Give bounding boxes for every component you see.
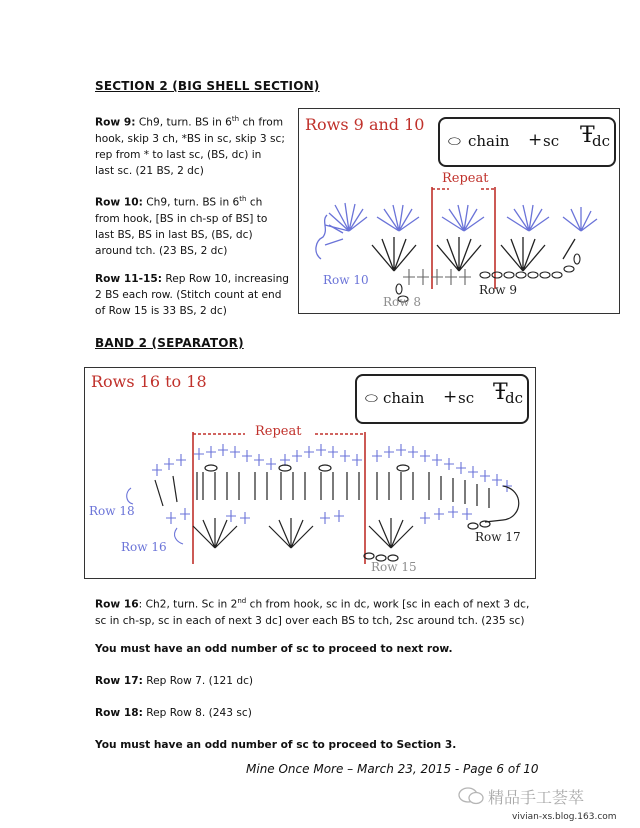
wechat-icon xyxy=(458,786,484,806)
row10-line1b: ch xyxy=(246,196,263,209)
row10-line4: around tch. (23 BS, 2 dc) xyxy=(95,244,228,257)
row9-sup: th xyxy=(231,115,240,123)
row18-text: Rep Row 8. (243 sc) xyxy=(142,707,252,719)
chart2-row18-label: Row 18 xyxy=(89,504,135,518)
dc-legend-icon-2: Ŧ xyxy=(493,380,508,405)
row9-line2: hook, skip 3 ch, *BS in sc, skip 3 sc; xyxy=(95,132,285,145)
row17-text: Rep Row 7. (121 dc) xyxy=(142,675,254,687)
row18-sc xyxy=(152,444,512,492)
row9-line1b: ch from xyxy=(239,116,284,129)
repeat-bracket xyxy=(432,187,495,289)
row10-line2: from hook, [BS in ch-sp of BS] to xyxy=(95,212,268,225)
row16-line1: : Ch2, turn. Sc in 2 xyxy=(138,598,238,611)
chart2-title: Rows 16 to 18 xyxy=(91,372,207,391)
chart2-row16-label: Row 16 xyxy=(121,540,167,554)
row9-line1: Ch9, turn. BS in 6 xyxy=(138,116,232,129)
legend-chain-label-2: chain xyxy=(383,389,425,407)
row11-15-label: Row 11-15: xyxy=(95,273,163,285)
sc-legend-icon-2: + xyxy=(443,387,458,407)
chart2-legend xyxy=(355,374,529,424)
row16-line1b: ch from hook, sc in dc, work [sc in each of next 3 dc, xyxy=(246,598,530,611)
row9-label: Row 9: xyxy=(95,116,136,129)
row9-instructions xyxy=(95,111,305,179)
row10-instructions xyxy=(95,191,305,259)
row18-label: Row 18: xyxy=(95,707,143,719)
odd-note-1: You must have an odd number of sc to proceed to next row. xyxy=(95,643,453,655)
row11-15-instructions xyxy=(95,271,305,319)
row10-sup: th xyxy=(239,195,247,203)
row10-line1: Ch9, turn. BS in 6 xyxy=(146,196,240,209)
row16-instructions xyxy=(95,593,615,629)
sc-legend-icon: + xyxy=(528,130,543,150)
row9-shells xyxy=(372,237,575,271)
chain-legend-icon: ⬭ xyxy=(448,132,461,150)
dc-legend-icon: Ŧ xyxy=(580,123,595,148)
row11-15-line2: 2 BS each row. (Stitch count at end xyxy=(95,289,282,301)
page-footer: Mine Once More – March 23, 2015 - Page 6 of 10 xyxy=(246,762,539,776)
legend-sc-label: sc xyxy=(543,132,560,150)
row11-15-line3: of Row 15 is 33 BS, 2 dc) xyxy=(95,305,227,317)
row10-line3: last BS, BS in last BS, (BS, dc) xyxy=(95,228,253,241)
row18-instructions xyxy=(95,705,252,721)
chart1-legend xyxy=(438,117,616,167)
legend-chain-label: chain xyxy=(468,132,510,150)
row11-15-line1: Rep Row 10, increasing xyxy=(162,273,290,285)
row17-instructions xyxy=(95,673,253,689)
row10-label: Row 10: xyxy=(95,196,143,209)
row9-line4: last sc. (21 BS, 2 dc) xyxy=(95,164,204,177)
chain-legend-icon-2: ⬭ xyxy=(365,389,378,407)
chart1-row10-label: Row 10 xyxy=(323,273,369,287)
row17-dc xyxy=(155,465,519,529)
chart1-row8-label: Row 8 xyxy=(383,295,421,309)
chart1-repeat-label: Repeat xyxy=(442,171,489,186)
odd-note-2: You must have an odd number of sc to proceed to Section 3. xyxy=(95,739,457,751)
row16-sup: nd xyxy=(237,597,247,605)
chart2-repeat-label: Repeat xyxy=(255,424,302,439)
legend-dc-label-2: dc xyxy=(505,389,524,407)
row9-line3: rep from * to last sc, (BS, dc) in xyxy=(95,148,262,161)
row17-label: Row 17: xyxy=(95,675,143,687)
watermark-brand: 精品手工荟萃 xyxy=(488,788,585,807)
chart2-row15-label: Row 15 xyxy=(371,560,417,574)
row16-line2: sc in ch-sp, sc in each of next 3 dc] over each BS to tch, 2sc around tch. (235 sc) xyxy=(95,614,525,627)
section2-heading: SECTION 2 (BIG SHELL SECTION) xyxy=(95,79,320,93)
chart2-row17-label: Row 17 xyxy=(475,530,521,544)
row8-sc xyxy=(403,269,471,285)
legend-dc-label: dc xyxy=(592,132,611,150)
row16-label: Row 16 xyxy=(95,598,139,611)
chart-rows-9-10 xyxy=(298,108,620,314)
watermark-url: vivian-xs.blog.163.com xyxy=(512,812,617,822)
legend-sc-label-2: sc xyxy=(458,389,475,407)
band2-heading: BAND 2 (SEPARATOR) xyxy=(95,336,244,350)
chart-rows-16-18 xyxy=(84,367,536,579)
row15-shells xyxy=(193,518,413,561)
chart1-row9-label: Row 9 xyxy=(479,283,517,297)
row10-shells xyxy=(316,203,597,259)
chart1-title: Rows 9 and 10 xyxy=(305,115,425,134)
row16-sc xyxy=(127,488,472,544)
